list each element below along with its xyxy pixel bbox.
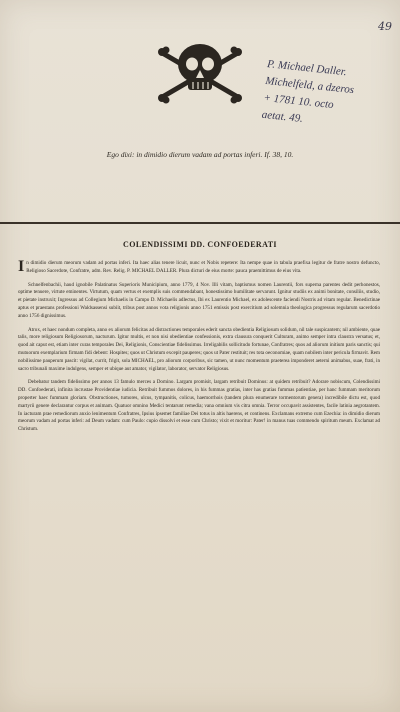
skull-crossbones-icon — [150, 26, 250, 116]
annotation-line-1: P. Michael Daller. — [266, 57, 348, 79]
motto: Ego dixi: in dimidio dierum vadam ad portas inferi. If. 38, 10. — [106, 150, 294, 159]
paragraph: Debebatur tandem fidelissimo per annos 13 famulo merces a Domino. Largam promisit, largam retribuit Dominus: at quidem retribuit? Adorare nobiscum, Colendissimi DD. Confoederati, infinita incrustae Providentiae iudicia. Retribuit fummos dolores, in his fummas gratias, inter has gratias fummas patientiae, per hanc fummam meritorum properter haec fummam gloriam. Obstructiones, tumores, ulcus, tympanitis, colicus, haemorrhois (tandem plura enumerare tormentorum genera) incredibile dictu est, quod martyrii genere declarantur corpus et animam. Quatuor omnino Medici tentarunt remedia; vana omnium vis citra omnia. Terror occupavit assistentes, facile latinia aegrotantem. In iacturam prae remediorum anxio lenimentum Confratres, Ipsius ipsemet familiae Dei totus in altis haerens, et continens. Exclamans extremo cum Ezechia: in dimidio dierum meorum vadam ad portas inferi: ad Deum vadam: cum Paulo: cupio dissolvi et esse cum Christo; vixit et moritur: Pater! in manus tuas commendo spiritum meum. Exclamat ad Christum. — [18, 379, 380, 433]
annotation-line-2: Michelfeld, a dzeros — [264, 74, 355, 97]
paragraph: Atrox, et haec nondum completa, anno ex aliorum felicitas ad distractiones temporales ederit sancta obedientia Religiosum solidum, nil tale suspicantem; nil ambiente, quae talis, more religiosum Religiosorum, nacturum. Igitur multis, et non nisi obedientiae confessionis, extra clausura conquerit Culturam, animo semper intra claustra versatus; et, quod ait caput est, etiam inter curas temporales Dei, Religionis, Conscientiae fidelissimus. Irreligabilis sollicitudo fortunae, Confratres; quos ad aliorum initium paris sanctis; qui mutuorum exemplarium firmam fidi debent: Hospites; quos ut Christum excepit pauperes; quos ut Pater restituit; res tota oeconomiae, quam nobilem inter pericula firmavit. Rem nobilissime pauperum pascit: vigilat, currit, frigit, sola MICHAEL, pro aliorum corporibus, sic tamen, ut nunc momentum praeterea imponderet aeterni animabus, suae, frati, in sacro tribunali maxime indulgens, semper et ubique aut amator, vigilator, laborator, servator Religiosus. — [18, 326, 380, 372]
paragraph: In dimidio dierum meorum vadam ad portas inferi. Ita haec alias tenere licuit, nunc et Nobis repetere: Ita nempe quae in tabula praefixa legitur de fratre nostro defuncto, Religioso Sacerdote, Confratre, adm. Rev. Relig. P. MICHAEL DALLER. Plura dicturi de eius morte: pauca praemittimus de eius vita. — [18, 258, 380, 275]
body-text — [18, 260, 380, 440]
handwritten-annotation — [261, 56, 397, 137]
annotation-line-3: + 1781 10. octo — [262, 91, 335, 112]
page-title: COLENDISSIMI DD. CONFOEDERATI — [123, 240, 277, 249]
page-number: 49 — [378, 20, 392, 33]
divider — [0, 222, 400, 224]
paragraph: Schnelfenbachii, haud ignobile Palatinatus Superioris Municipium, anno 1779, 4 Nov. Illi vitam, baptismus nomen Laurentii, fors superna parentes dedit perhonestos, optime tenuere, virtute eminentes. Virtutum, quam vertus et exemplis suis commendabant, honestissimo humilitate servarunt. Ignitur studiis ex animi bonitate, consiliis, studio, et pietate instruxit; Ingressus ad Collegium Michaelis in Campo D. Michaelis adlectus, Ibi ex Laurentio Michael, ex adolescente faciendi Nostris ad vitam regular. Benedictinae aptus et praestans professioni Waldsassensi subiit, tribus post annos vota religionis anno 1751 emissis post exercitium ad solemnia theologica progressus regularum sacerdotio anno 1756 dignissimus. — [18, 281, 380, 319]
annotation-line-4: aetat. 49. — [261, 108, 304, 125]
